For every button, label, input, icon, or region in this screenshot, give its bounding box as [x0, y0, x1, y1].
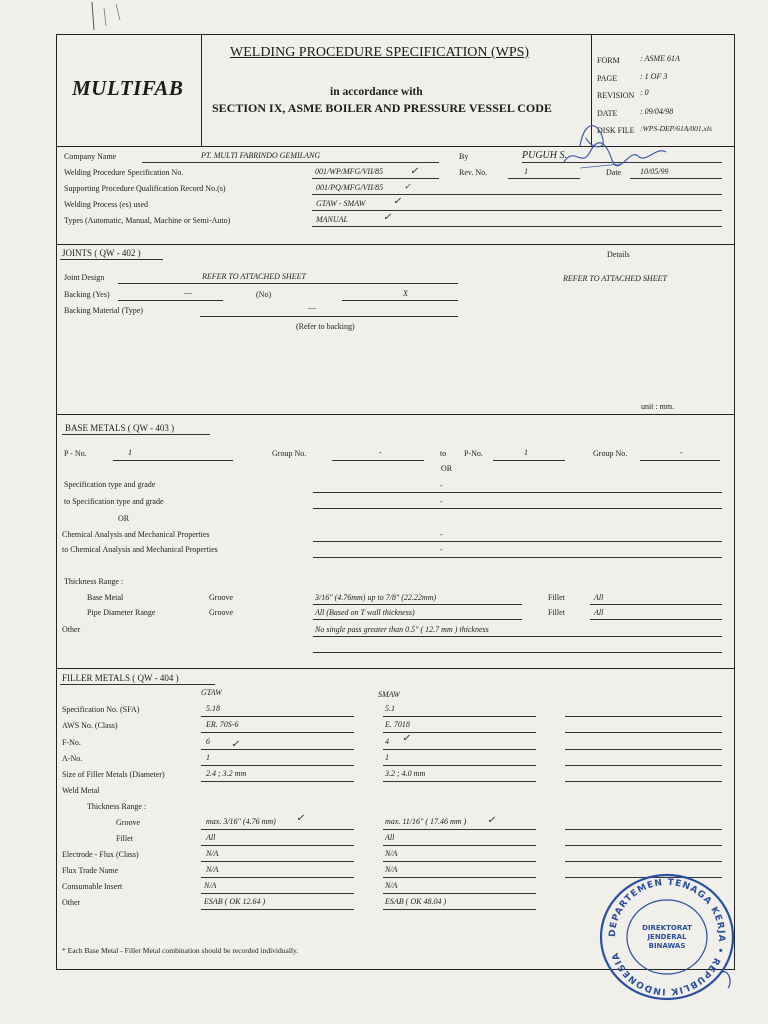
filler-row-line [383, 781, 536, 782]
filler-row-line [383, 909, 536, 910]
backing-yes-line [118, 300, 223, 301]
meta-date-label: DATE [597, 109, 618, 118]
wps-no-line [312, 178, 439, 179]
other-label: Other [62, 625, 81, 634]
filler-row-line [201, 765, 354, 766]
to-chem-label: to Chemical Analysis and Mechanical Properties [62, 545, 218, 554]
pqr-value: 001/PQ/MFG/VII/85 [316, 183, 384, 192]
pipe-groove-value: All (Based on T wall thickness) [315, 608, 415, 617]
base-fillet-line [590, 604, 722, 605]
filler-row-label: Consumable Insert [62, 882, 123, 891]
pipe-fillet-line [590, 619, 722, 620]
filler-row-label: Size of Filler Metals (Diameter) [62, 770, 165, 779]
pno-label: P - No. [64, 449, 87, 458]
to-chem-line [313, 557, 722, 558]
backing-yes-label: Backing (Yes) [64, 290, 110, 299]
by-label: By [459, 152, 469, 161]
pqr-label: Supporting Procedure Qualification Record No.(s) [64, 184, 226, 193]
filler-row-line [201, 716, 354, 717]
filler-row-label: A-No. [62, 754, 83, 763]
wps-no-label: Welding Procedure Specification No. [64, 168, 184, 177]
backing-yes-value: — [184, 288, 192, 297]
filler-row-line [383, 829, 536, 830]
base-groove-line [313, 604, 522, 605]
filler-row-line [383, 861, 536, 862]
backing-material-line [200, 316, 458, 317]
base-fillet-label: Fillet [548, 593, 565, 602]
filler-row-line [201, 781, 354, 782]
filler-row-line [201, 845, 354, 846]
backing-material-label: Backing Material (Type) [64, 306, 143, 315]
filler-row-line [383, 716, 536, 717]
rev-no-value: 1 [524, 167, 528, 176]
date-value: 10/05/99 [640, 167, 669, 176]
filler-row-label: Specification No. (SFA) [62, 705, 140, 714]
check-mark-icon: ✓ [487, 815, 496, 826]
unit-note: unit : mm. [641, 402, 675, 411]
filler-row-gtaw: N/A [204, 881, 217, 890]
backing-material-value: — [308, 303, 316, 312]
filler-row-line [383, 765, 536, 766]
group-no-value: - [379, 448, 382, 457]
thickness-range-label: Thickness Range : [64, 577, 124, 586]
filler-row-gtaw: 5.18 [206, 704, 220, 713]
filler-row-smaw: 4 [385, 737, 389, 746]
filler-row-smaw: max. 11/16" ( 17.46 mm ) [385, 817, 467, 826]
filler-row-gtaw: 6 [206, 737, 210, 746]
meta-disk-label: DISK FILE [597, 126, 635, 135]
or-2: OR [118, 514, 130, 523]
base-groove-value: 3/16" (4.76mm) up to 7/8" (22.22mm) [315, 593, 437, 602]
base-metals-heading-underline [62, 434, 210, 435]
filler-row-smaw: 3.2 ; 4.0 mm [385, 769, 426, 778]
pno-line [113, 460, 233, 461]
code-text: SECTION IX, ASME BOILER AND PRESSURE VESSEL CODE [212, 101, 552, 115]
types-label: Types (Automatic, Manual, Machine or Semi-Auto) [64, 216, 231, 225]
filler-row-label: AWS No. (Class) [62, 721, 118, 730]
pipe-diameter-label: Pipe Diameter Range [87, 608, 156, 617]
check-mark-icon: ✓ [393, 196, 402, 207]
filler-row-line [383, 877, 536, 878]
pipe-groove-label: Groove [209, 608, 233, 617]
filler-col-smaw: SMAW [378, 690, 400, 699]
wps-no-value: 001/WP/MFG/VII/85 [315, 167, 383, 176]
group-no-label: Group No. [272, 449, 307, 458]
refer-backing-note: (Refer to backing) [296, 322, 355, 331]
filler-row-label: Other [62, 898, 81, 907]
filler-row-gtaw: All [206, 833, 216, 842]
filler-row-label: F-No. [62, 738, 81, 747]
filler-row-smaw: All [385, 833, 395, 842]
filler-metals-heading-underline [60, 684, 215, 685]
joint-design-line [118, 283, 458, 284]
check-mark-icon: ✓ [296, 813, 305, 824]
filler-row-line [565, 765, 722, 766]
base-metal-label: Base Metal [87, 593, 124, 602]
spec-value: - [440, 481, 443, 490]
form-title: WELDING PROCEDURE SPECIFICATION (WPS) [230, 45, 530, 60]
details-label: Details [607, 250, 630, 259]
filler-row-gtaw: ESAB ( OK 12.64 ) [204, 897, 266, 906]
spec-label: Specification type and grade [64, 480, 156, 489]
filler-row-gtaw: N/A [206, 849, 219, 858]
filler-row-smaw: E. 7018 [385, 720, 410, 729]
base-metals-heading: BASE METALS ( QW - 403 ) [65, 423, 175, 433]
company-name-line [142, 162, 439, 163]
group-no-2-value: - [680, 448, 683, 457]
filler-footnote: * Each Base Metal - Filler Metal combination should be recorded individually. [62, 946, 299, 955]
process-line [312, 210, 722, 211]
to-pno-line [493, 460, 565, 461]
filler-row-line [565, 829, 722, 830]
filler-row-smaw: N/A [385, 881, 398, 890]
filler-row-label: Flux Trade Name [62, 866, 118, 875]
filler-row-label: Groove [116, 818, 140, 827]
meta-disk-value: :WPS-DEP/61A/001.xls [640, 124, 712, 133]
accordance-text: in accordance with [330, 86, 423, 98]
types-value: MANUAL [316, 215, 348, 224]
check-mark-icon: ✓ [410, 166, 419, 177]
pqr-line [312, 194, 722, 195]
meta-form-value: : ASME 61A [640, 54, 680, 63]
company-logo: MULTIFAB [72, 76, 184, 100]
filler-row-smaw: N/A [385, 849, 398, 858]
filler-metals-heading: FILLER METALS ( QW - 404 ) [62, 673, 179, 683]
filler-row-gtaw: ER. 70S-6 [206, 720, 239, 729]
spec-line [313, 492, 722, 493]
pno-value: 1 [128, 448, 132, 457]
joint-design-label: Joint Design [64, 273, 105, 282]
filler-row-line [383, 893, 536, 894]
backing-no-label: (No) [256, 290, 272, 299]
filler-row-label: Fillet [116, 834, 133, 843]
process-value: GTAW - SMAW [316, 199, 366, 208]
joints-heading: JOINTS ( QW - 402 ) [62, 248, 141, 258]
filler-row-line [201, 749, 354, 750]
filler-row-gtaw: 2.4 ; 3.2 mm [206, 769, 247, 778]
meta-page-label: PAGE [597, 74, 618, 83]
meta-revision-label: REVISION [597, 91, 635, 100]
filler-row-line [565, 716, 722, 717]
filler-row-gtaw: 1 [206, 753, 210, 762]
check-mark-icon: ✓ [231, 739, 240, 750]
chem-value: - [440, 530, 443, 539]
filler-row-label: Electrode - Flux (Class) [62, 850, 139, 859]
or-1: OR [441, 464, 453, 473]
to-chem-value: - [440, 545, 443, 554]
to-spec-line [313, 508, 722, 509]
filler-row-line [201, 829, 354, 830]
filler-row-line [201, 909, 354, 910]
pipe-fillet-label: Fillet [548, 608, 565, 617]
date-label: Date [606, 168, 622, 177]
filler-row-line [565, 845, 722, 846]
rev-no-label: Rev. No. [459, 168, 488, 177]
check-mark-icon: ✓ [404, 182, 411, 191]
filler-row-label: Thickness Range : [87, 802, 147, 811]
by-value: PUGUH S. [522, 150, 567, 161]
chem-line [313, 541, 722, 542]
stamp-center-line-2: JENDERAL [647, 933, 687, 941]
filler-row-gtaw: max. 3/16" (4.76 mm) [206, 817, 276, 826]
meta-form-label: FORM [597, 56, 620, 65]
group-no-2-label: Group No. [593, 449, 628, 458]
pipe-groove-line [313, 619, 522, 620]
company-name-value: PT. MULTI FABRINDO GEMILANG [201, 151, 321, 160]
filler-row-line [383, 845, 536, 846]
base-fillet-value: All [594, 593, 604, 602]
meta-page-value: : 1 OF 3 [640, 72, 668, 81]
filler-row-smaw: ESAB ( OK 48.04 ) [385, 897, 447, 906]
filler-metals-top-rule [56, 668, 735, 669]
filler-row-line [201, 877, 354, 878]
group-no-line [332, 460, 424, 461]
meta-date-value: : 09/04/98 [640, 107, 674, 116]
details-value: REFER TO ATTACHED SHEET [563, 274, 667, 283]
stamp-ring-text: DEPARTEMEN TENAGA KERJA • REPUBLIK INDONESIA [607, 877, 727, 997]
filler-row-smaw: N/A [385, 865, 398, 874]
joints-top-rule [56, 244, 735, 245]
check-mark-icon: ✓ [402, 733, 411, 744]
to-label: to [440, 449, 447, 458]
scan-mark-icon [86, 0, 136, 34]
filler-row-line [201, 893, 354, 894]
chem-label: Chemical Analysis and Mechanical Properties [62, 530, 210, 539]
filler-row-line [201, 732, 354, 733]
to-pno-value: 1 [524, 448, 528, 457]
filler-row-label: Weld Metal [62, 786, 100, 795]
other-line-2 [313, 652, 722, 653]
stamp-center-line-3: BINAWAS [648, 942, 686, 950]
company-name-label: Company Name [64, 152, 117, 161]
filler-row-gtaw: N/A [206, 865, 219, 874]
meta-revision-value: : 0 [640, 88, 649, 97]
process-label: Welding Process (es) used [64, 200, 149, 209]
header-divider-left [201, 34, 202, 146]
filler-row-smaw: 1 [385, 753, 389, 762]
other-value: No single pass greater than 0.5" ( 12.7 mm ) thickness [315, 625, 489, 634]
backing-no-line [342, 300, 458, 301]
base-groove-label: Groove [209, 593, 233, 602]
filler-row-line [201, 861, 354, 862]
joint-design-value: REFER TO ATTACHED SHEET [202, 272, 306, 281]
types-line [312, 226, 722, 227]
rev-no-line [508, 178, 580, 179]
filler-row-line [565, 732, 722, 733]
filler-row-line [383, 749, 536, 750]
filler-row-line [565, 781, 722, 782]
pipe-fillet-value: All [594, 608, 604, 617]
to-spec-value: - [440, 497, 443, 506]
joints-heading-underline [60, 259, 163, 260]
filler-row-line [565, 861, 722, 862]
date-line [630, 178, 722, 179]
filler-row-line [565, 749, 722, 750]
stamp-center-line-1: DIREKTORAT [642, 924, 692, 932]
to-spec-label: to Specification type and grade [64, 497, 164, 506]
base-metals-top-rule [56, 414, 735, 415]
official-stamp-icon [592, 870, 742, 1004]
signature-mark-icon [574, 116, 610, 152]
filler-col-gtaw: GTAW [201, 688, 222, 697]
other-line-1 [313, 636, 722, 637]
check-mark-icon: ✓ [383, 212, 392, 223]
group-no-2-line [640, 460, 720, 461]
backing-no-value: X [403, 289, 408, 298]
to-pno-label: P-No. [464, 449, 483, 458]
filler-row-smaw: 5.1 [385, 704, 395, 713]
